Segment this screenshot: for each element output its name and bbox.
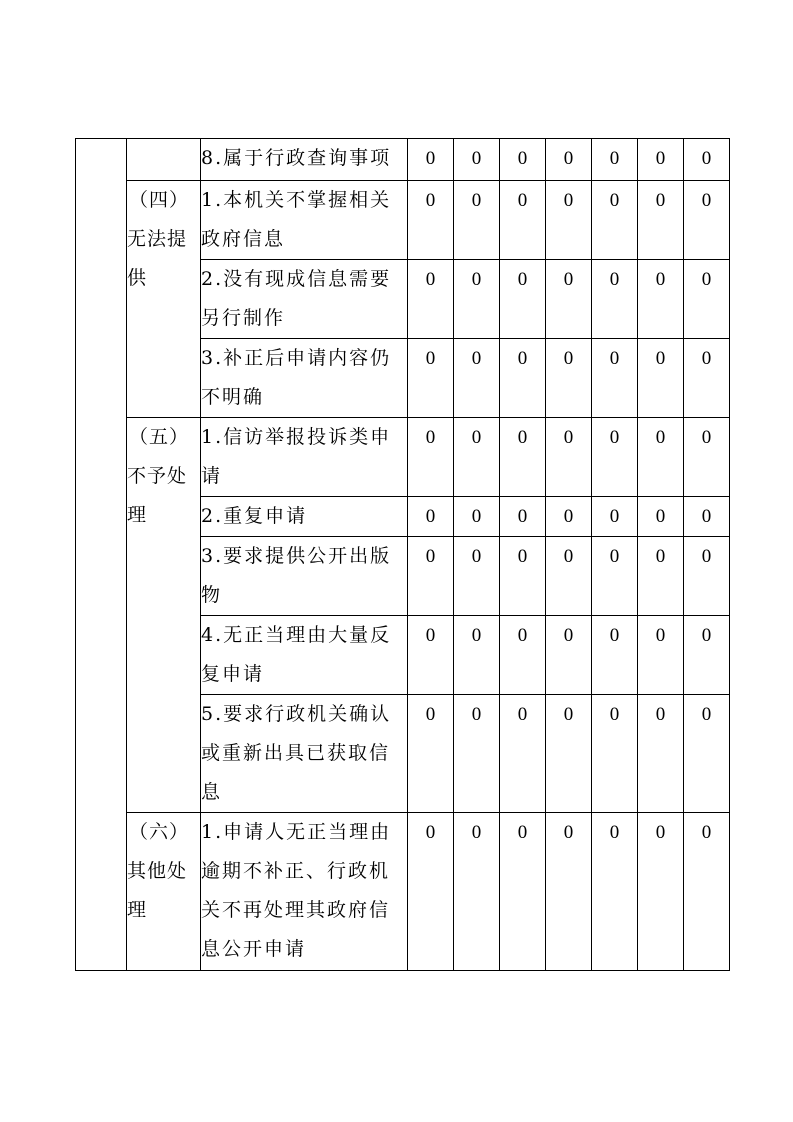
statistics-table	[75, 138, 730, 971]
category-name: 其他处理	[127, 860, 188, 921]
table-row	[76, 139, 730, 181]
value-cell: 0	[684, 260, 730, 339]
value-cell: 0	[592, 181, 638, 260]
value-cell: 0	[454, 813, 500, 971]
value-cell: 0	[546, 181, 592, 260]
category-name: 无法提供	[127, 228, 188, 289]
outer-column-cell	[76, 139, 127, 971]
value-cell: 0	[454, 616, 500, 695]
category-cell-six	[127, 813, 201, 971]
value-cell: 0	[592, 537, 638, 616]
value-cell: 0	[592, 339, 638, 418]
item-label: 3.补正后申请内容仍不明确	[201, 339, 408, 418]
category-number: （四）	[128, 189, 189, 211]
value-cell: 0	[638, 339, 684, 418]
value-cell: 0	[500, 418, 546, 497]
value-cell: 0	[592, 260, 638, 339]
value-cell: 0	[454, 181, 500, 260]
value-cell: 0	[500, 181, 546, 260]
value-cell: 0	[684, 616, 730, 695]
category-cell-empty	[127, 139, 201, 181]
value-cell: 0	[546, 813, 592, 971]
value-cell: 0	[408, 616, 454, 695]
value-cell: 0	[408, 139, 454, 181]
value-cell: 0	[500, 813, 546, 971]
value-cell: 0	[408, 537, 454, 616]
value-cell: 0	[500, 497, 546, 537]
value-cell: 0	[546, 418, 592, 497]
table-row	[76, 418, 730, 497]
value-cell: 0	[684, 813, 730, 971]
table-row	[76, 813, 730, 971]
category-cell-four	[127, 181, 201, 418]
value-cell: 0	[546, 339, 592, 418]
value-cell: 0	[500, 139, 546, 181]
value-cell: 0	[408, 418, 454, 497]
value-cell: 0	[500, 695, 546, 813]
value-cell: 0	[592, 418, 638, 497]
value-cell: 0	[454, 695, 500, 813]
item-label: 4.无正当理由大量反复申请	[201, 616, 408, 695]
value-cell: 0	[638, 497, 684, 537]
category-number: （五）	[128, 426, 189, 448]
item-label: 2.重复申请	[201, 497, 408, 537]
value-cell: 0	[454, 260, 500, 339]
item-label: 2.没有现成信息需要另行制作	[201, 260, 408, 339]
item-label: 8.属于行政查询事项	[201, 139, 408, 181]
value-cell: 0	[408, 339, 454, 418]
value-cell: 0	[408, 695, 454, 813]
value-cell: 0	[592, 497, 638, 537]
value-cell: 0	[454, 537, 500, 616]
value-cell: 0	[546, 695, 592, 813]
table-row	[76, 181, 730, 260]
value-cell: 0	[500, 537, 546, 616]
value-cell: 0	[546, 537, 592, 616]
value-cell: 0	[500, 260, 546, 339]
value-cell: 0	[684, 139, 730, 181]
value-cell: 0	[592, 616, 638, 695]
value-cell: 0	[684, 181, 730, 260]
value-cell: 0	[408, 181, 454, 260]
value-cell: 0	[638, 695, 684, 813]
category-number: （六）	[128, 821, 189, 843]
value-cell: 0	[684, 339, 730, 418]
value-cell: 0	[638, 260, 684, 339]
value-cell: 0	[408, 260, 454, 339]
value-cell: 0	[638, 616, 684, 695]
value-cell: 0	[592, 139, 638, 181]
value-cell: 0	[546, 616, 592, 695]
value-cell: 0	[592, 813, 638, 971]
value-cell: 0	[684, 695, 730, 813]
value-cell: 0	[454, 418, 500, 497]
value-cell: 0	[638, 181, 684, 260]
category-name: 不予处理	[127, 465, 188, 526]
value-cell: 0	[500, 339, 546, 418]
value-cell: 0	[638, 813, 684, 971]
item-label: 1.本机关不掌握相关政府信息	[201, 181, 408, 260]
category-cell-five	[127, 418, 201, 813]
value-cell: 0	[408, 497, 454, 537]
value-cell: 0	[454, 139, 500, 181]
value-cell: 0	[408, 813, 454, 971]
value-cell: 0	[546, 260, 592, 339]
item-label: 1.申请人无正当理由逾期不补正、行政机关不再处理其政府信息公开申请	[201, 813, 408, 971]
value-cell: 0	[684, 537, 730, 616]
value-cell: 0	[500, 616, 546, 695]
item-label: 1.信访举报投诉类申请	[201, 418, 408, 497]
value-cell: 0	[638, 537, 684, 616]
value-cell: 0	[592, 695, 638, 813]
value-cell: 0	[546, 497, 592, 537]
value-cell: 0	[546, 139, 592, 181]
value-cell: 0	[684, 497, 730, 537]
item-label: 5.要求行政机关确认或重新出具已获取信息	[201, 695, 408, 813]
item-label: 3.要求提供公开出版物	[201, 537, 408, 616]
value-cell: 0	[454, 339, 500, 418]
value-cell: 0	[454, 497, 500, 537]
value-cell: 0	[684, 418, 730, 497]
value-cell: 0	[638, 139, 684, 181]
value-cell: 0	[638, 418, 684, 497]
